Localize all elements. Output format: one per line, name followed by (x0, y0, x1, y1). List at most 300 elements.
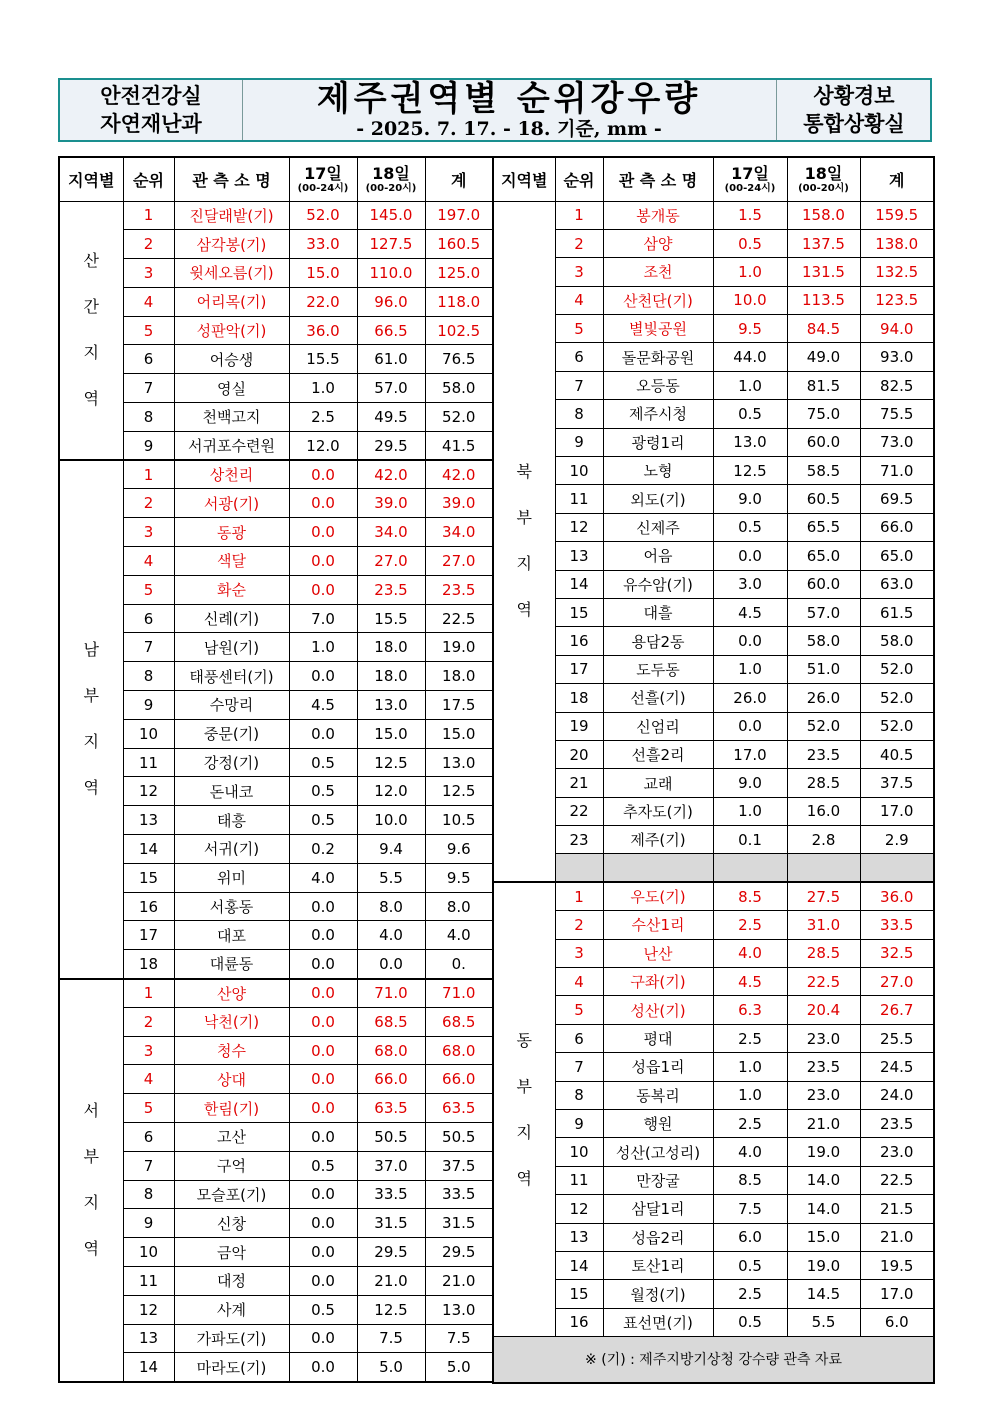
table-row (493, 286, 934, 314)
region-char: 역 (83, 389, 99, 409)
table-row (59, 604, 493, 633)
day2-cell: 27.5 (787, 882, 860, 910)
rank-cell: 1 (123, 460, 174, 489)
day1-cell: 10.0 (713, 286, 787, 314)
day2-cell: 51.0 (787, 655, 860, 683)
rank-cell: 2 (123, 1007, 174, 1036)
rank-cell: 5 (123, 1094, 174, 1123)
day1-cell: 2.5 (713, 1280, 787, 1308)
day2-cell: 12.0 (357, 777, 425, 806)
region-cell (59, 201, 123, 460)
station-cell: 성판악(기) (174, 316, 289, 345)
rank-cell: 5 (555, 996, 603, 1024)
region-char: 산 (83, 251, 99, 271)
station-cell: 서홍동 (174, 892, 289, 921)
rank-cell: 8 (123, 403, 174, 432)
day1-cell: 1.0 (713, 258, 787, 286)
day1-cell: 4.5 (713, 598, 787, 626)
table-row (59, 1324, 493, 1353)
day2-cell: 5.5 (357, 863, 425, 892)
day2-cell: 2.8 (787, 826, 860, 854)
title-block (242, 80, 776, 140)
total-cell: 37.5 (860, 769, 934, 797)
day1-cell: 0.0 (289, 719, 357, 748)
table-row (59, 777, 493, 806)
region-char: 지 (83, 343, 99, 363)
total-cell: 18.0 (425, 662, 493, 691)
rank-cell: 12 (123, 1295, 174, 1324)
day1-cell: 0.0 (289, 921, 357, 950)
day1-cell: 4.0 (289, 863, 357, 892)
station-cell: 선흘(기) (603, 684, 713, 712)
total-cell: 17.0 (860, 1280, 934, 1308)
table-row (59, 1209, 493, 1238)
station-cell: 행원 (603, 1110, 713, 1138)
region-char: 서 (83, 1101, 99, 1121)
region-char: 지 (516, 1122, 532, 1142)
station-cell: 동광 (174, 518, 289, 547)
total-cell: 37.5 (425, 1151, 493, 1180)
rank-cell: 7 (555, 371, 603, 399)
total-cell: 71.0 (860, 457, 934, 485)
day2-cell: 12.5 (357, 748, 425, 777)
total-cell: 160.5 (425, 230, 493, 259)
day2-cell: 12.5 (357, 1295, 425, 1324)
table-row (59, 1353, 493, 1382)
station-cell: 돌문화공원 (603, 343, 713, 371)
col-total: 계 (860, 157, 934, 201)
day1-cell: 2.5 (713, 1110, 787, 1138)
day2-cell: 96.0 (357, 287, 425, 316)
region-cell (59, 460, 123, 978)
day2-cell: 50.5 (357, 1123, 425, 1152)
rank-cell: 16 (555, 627, 603, 655)
station-cell: 대정 (174, 1266, 289, 1295)
blank-cell (555, 854, 603, 882)
day2-cell: 81.5 (787, 371, 860, 399)
total-cell: 9.5 (425, 863, 493, 892)
day1-cell: 0.5 (713, 513, 787, 541)
total-cell: 66.0 (425, 1065, 493, 1094)
table-row (493, 968, 934, 996)
day2-cell: 127.5 (357, 230, 425, 259)
day1-cell: 0.0 (713, 712, 787, 740)
day1-cell: 4.0 (713, 939, 787, 967)
table-row (493, 201, 934, 229)
day2-cell: 37.0 (357, 1151, 425, 1180)
total-cell: 7.5 (425, 1324, 493, 1353)
day2-cell: 57.0 (357, 374, 425, 403)
table-row (493, 598, 934, 626)
total-cell: 25.5 (860, 1024, 934, 1052)
region-cell (493, 201, 555, 882)
rank-cell: 1 (555, 882, 603, 910)
table-row (493, 1223, 934, 1251)
station-cell: 천백고지 (174, 403, 289, 432)
day1-cell: 0.0 (713, 542, 787, 570)
table-row (493, 797, 934, 825)
day2-cell: 23.0 (787, 1081, 860, 1109)
col-day1-sub: (00-24시) (297, 182, 349, 194)
rank-cell: 1 (123, 979, 174, 1008)
station-cell: 용담2동 (603, 627, 713, 655)
day1-cell: 0.0 (289, 1324, 357, 1353)
table-row (493, 485, 934, 513)
day1-cell: 9.0 (713, 769, 787, 797)
day1-cell: 0.5 (289, 1151, 357, 1180)
day1-cell: 22.0 (289, 287, 357, 316)
day2-cell: 131.5 (787, 258, 860, 286)
station-cell: 가파도(기) (174, 1324, 289, 1353)
table-row (59, 719, 493, 748)
total-cell: 27.0 (860, 968, 934, 996)
station-cell: 한림(기) (174, 1094, 289, 1123)
total-cell: 76.5 (425, 345, 493, 374)
page-subtitle: - 2025. 7. 17. - 18. 기준, mm - (356, 118, 662, 140)
day1-cell: 1.0 (713, 797, 787, 825)
day2-cell: 19.0 (787, 1251, 860, 1279)
day2-cell: 20.4 (787, 996, 860, 1024)
station-cell: 돈내코 (174, 777, 289, 806)
day2-cell: 58.0 (787, 627, 860, 655)
station-cell: 상천리 (174, 460, 289, 489)
total-cell: 82.5 (860, 371, 934, 399)
department-line-2: 자연재난과 (100, 112, 202, 136)
station-cell: 사계 (174, 1295, 289, 1324)
rank-cell: 13 (555, 542, 603, 570)
table-row (59, 230, 493, 259)
station-cell: 월정(기) (603, 1280, 713, 1308)
right-rainfall-table (492, 156, 935, 1384)
day2-cell: 110.0 (357, 259, 425, 288)
station-cell: 수망리 (174, 691, 289, 720)
day1-cell: 0.5 (713, 400, 787, 428)
table-row (59, 892, 493, 921)
table-row (59, 575, 493, 604)
station-cell: 서귀(기) (174, 835, 289, 864)
table-row (59, 662, 493, 691)
day1-cell: 0.5 (713, 1251, 787, 1279)
col-region: 지역별 (493, 157, 555, 201)
station-cell: 진달래밭(기) (174, 201, 289, 230)
rank-cell: 9 (123, 431, 174, 460)
day1-cell: 8.5 (713, 1166, 787, 1194)
total-cell: 17.0 (860, 797, 934, 825)
day1-cell: 0.0 (289, 518, 357, 547)
table-row (493, 1308, 934, 1336)
rank-cell: 8 (555, 400, 603, 428)
day2-cell: 23.5 (787, 1053, 860, 1081)
station-cell: 대포 (174, 921, 289, 950)
table-row (493, 258, 934, 286)
rank-cell: 13 (123, 806, 174, 835)
day2-cell: 22.5 (787, 968, 860, 996)
station-cell: 대흘 (603, 598, 713, 626)
col-day1-sub: (00-24시) (724, 182, 776, 194)
rank-cell: 11 (555, 485, 603, 513)
region-char: 간 (83, 297, 99, 317)
rank-cell: 13 (123, 1324, 174, 1353)
rank-cell: 1 (555, 201, 603, 229)
day2-cell: 33.5 (357, 1180, 425, 1209)
station-cell: 영실 (174, 374, 289, 403)
table-row (59, 1094, 493, 1123)
total-cell: 6.0 (860, 1308, 934, 1336)
station-cell: 윗세오름(기) (174, 259, 289, 288)
day1-cell: 4.0 (713, 1138, 787, 1166)
total-cell: 19.5 (860, 1251, 934, 1279)
region-char: 지 (516, 554, 532, 574)
table-row (59, 259, 493, 288)
rank-cell: 4 (555, 968, 603, 996)
day1-cell: 1.5 (713, 201, 787, 229)
total-cell: 61.5 (860, 598, 934, 626)
rank-cell: 6 (123, 1123, 174, 1152)
total-cell: 39.0 (425, 489, 493, 518)
day1-cell: 0.0 (289, 1036, 357, 1065)
table-row (59, 633, 493, 662)
day1-cell: 17.0 (713, 740, 787, 768)
day2-cell: 15.5 (357, 604, 425, 633)
table-row (59, 345, 493, 374)
rank-cell: 3 (555, 258, 603, 286)
rank-cell: 2 (555, 911, 603, 939)
day2-cell: 75.0 (787, 400, 860, 428)
table-row (59, 1036, 493, 1065)
day2-cell: 34.0 (357, 518, 425, 547)
rank-cell: 18 (555, 684, 603, 712)
total-cell: 123.5 (860, 286, 934, 314)
region-char: 지 (83, 1193, 99, 1213)
total-cell: 118.0 (425, 287, 493, 316)
day1-cell: 0.0 (289, 547, 357, 576)
day1-cell: 1.0 (713, 1081, 787, 1109)
col-rank: 순위 (123, 157, 174, 201)
day2-cell: 21.0 (357, 1266, 425, 1295)
rank-cell: 10 (123, 719, 174, 748)
day2-cell: 5.5 (787, 1308, 860, 1336)
region-cell (493, 882, 555, 1336)
rank-cell: 3 (123, 1036, 174, 1065)
rank-cell: 5 (123, 316, 174, 345)
table-row (59, 806, 493, 835)
region-char: 부 (83, 1147, 99, 1167)
total-cell: 23.5 (425, 575, 493, 604)
day2-cell: 57.0 (787, 598, 860, 626)
total-cell: 65.0 (860, 542, 934, 570)
day2-cell: 84.5 (787, 315, 860, 343)
day1-cell: 0.2 (289, 835, 357, 864)
day1-cell: 0.5 (289, 806, 357, 835)
station-cell: 우도(기) (603, 882, 713, 910)
region-char: 지 (83, 732, 99, 752)
rank-cell: 21 (555, 769, 603, 797)
station-cell: 봉개동 (603, 201, 713, 229)
total-cell: 75.5 (860, 400, 934, 428)
table-row (59, 1266, 493, 1295)
station-cell: 산천단(기) (603, 286, 713, 314)
day2-cell: 52.0 (787, 712, 860, 740)
total-cell: 8.0 (425, 892, 493, 921)
station-cell: 마라도(기) (174, 1353, 289, 1382)
page-title: 제주권역별 순위강우량 (316, 79, 702, 119)
station-cell: 산양 (174, 979, 289, 1008)
table-row (59, 863, 493, 892)
col-day2 (357, 157, 425, 201)
day1-cell: 4.5 (289, 691, 357, 720)
total-cell: 27.0 (425, 547, 493, 576)
total-cell: 24.5 (860, 1053, 934, 1081)
day1-cell: 6.3 (713, 996, 787, 1024)
day2-cell: 26.0 (787, 684, 860, 712)
day1-cell: 2.5 (289, 403, 357, 432)
day2-cell: 21.0 (787, 1110, 860, 1138)
day1-cell: 12.5 (713, 457, 787, 485)
department-line-1: 안전건강실 (100, 84, 202, 108)
day1-cell: 0.5 (289, 777, 357, 806)
table-row (59, 547, 493, 576)
col-station: 관 측 소 명 (603, 157, 713, 201)
station-cell: 별빛공원 (603, 315, 713, 343)
region-char: 역 (83, 1239, 99, 1259)
station-cell: 서광(기) (174, 489, 289, 518)
day2-cell: 7.5 (357, 1324, 425, 1353)
station-cell: 대륜동 (174, 950, 289, 979)
station-cell: 태풍센터(기) (174, 662, 289, 691)
day2-cell: 15.0 (357, 719, 425, 748)
station-cell: 상대 (174, 1065, 289, 1094)
col-station: 관 측 소 명 (174, 157, 289, 201)
col-total: 계 (425, 157, 493, 201)
day2-cell: 145.0 (357, 201, 425, 230)
day1-cell: 0.0 (289, 1238, 357, 1267)
total-cell: 32.5 (860, 939, 934, 967)
table-row (59, 691, 493, 720)
rank-cell: 8 (123, 1180, 174, 1209)
day2-cell: 18.0 (357, 633, 425, 662)
day1-cell: 3.0 (713, 570, 787, 598)
total-cell: 63.0 (860, 570, 934, 598)
rank-cell: 14 (555, 1251, 603, 1279)
office-label (776, 80, 931, 140)
station-cell: 동복리 (603, 1081, 713, 1109)
day2-cell: 9.4 (357, 835, 425, 864)
day2-cell: 0.0 (357, 950, 425, 979)
day2-cell: 61.0 (357, 345, 425, 374)
total-cell: 21.0 (425, 1266, 493, 1295)
day2-cell: 29.5 (357, 1238, 425, 1267)
day1-cell: 33.0 (289, 230, 357, 259)
rank-cell: 9 (555, 1110, 603, 1138)
blank-cell (603, 854, 713, 882)
day2-cell: 49.0 (787, 343, 860, 371)
total-cell: 42.0 (425, 460, 493, 489)
rank-cell: 4 (123, 287, 174, 316)
table-row (493, 1024, 934, 1052)
rank-cell: 4 (123, 1065, 174, 1094)
table-row (493, 457, 934, 485)
day2-cell: 14.5 (787, 1280, 860, 1308)
day1-cell: 44.0 (713, 343, 787, 371)
total-cell: 52.0 (860, 655, 934, 683)
total-cell: 19.0 (425, 633, 493, 662)
day1-cell: 0.5 (713, 229, 787, 257)
table-row (59, 431, 493, 460)
day2-cell: 42.0 (357, 460, 425, 489)
table-row (59, 201, 493, 230)
day2-cell: 27.0 (357, 547, 425, 576)
rank-cell: 10 (555, 1138, 603, 1166)
day2-cell: 23.5 (357, 575, 425, 604)
total-cell: 13.0 (425, 748, 493, 777)
day2-cell: 4.0 (357, 921, 425, 950)
rank-cell: 19 (555, 712, 603, 740)
day1-cell: 0.0 (289, 1266, 357, 1295)
station-cell: 만장굴 (603, 1166, 713, 1194)
rank-cell: 3 (123, 259, 174, 288)
station-cell: 태흥 (174, 806, 289, 835)
station-cell: 삼각봉(기) (174, 230, 289, 259)
station-cell: 노형 (603, 457, 713, 485)
total-cell: 138.0 (860, 229, 934, 257)
day1-cell: 1.0 (289, 374, 357, 403)
day1-cell: 12.0 (289, 431, 357, 460)
rank-cell: 9 (123, 1209, 174, 1238)
table-row (493, 1280, 934, 1308)
table-row (59, 1151, 493, 1180)
station-cell: 고산 (174, 1123, 289, 1152)
rank-cell: 6 (123, 345, 174, 374)
total-cell: 68.0 (425, 1036, 493, 1065)
day2-cell: 66.5 (357, 316, 425, 345)
table-row (59, 921, 493, 950)
station-cell: 수산1리 (603, 911, 713, 939)
station-cell: 난산 (603, 939, 713, 967)
day2-cell: 15.0 (787, 1223, 860, 1251)
station-cell: 성읍1리 (603, 1053, 713, 1081)
rank-cell: 3 (123, 518, 174, 547)
day1-cell: 8.5 (713, 882, 787, 910)
col-day2-sub: (00-20시) (365, 182, 417, 194)
day2-cell: 68.0 (357, 1036, 425, 1065)
day1-cell: 36.0 (289, 316, 357, 345)
rank-cell: 3 (555, 939, 603, 967)
station-cell: 유수암(기) (603, 570, 713, 598)
rank-cell: 2 (123, 230, 174, 259)
day2-cell: 158.0 (787, 201, 860, 229)
rank-cell: 2 (555, 229, 603, 257)
rank-cell: 4 (123, 547, 174, 576)
col-day2-label: 18일 (372, 163, 410, 183)
col-day2-label: 18일 (804, 163, 843, 183)
table-row (493, 882, 934, 910)
day2-cell: 49.5 (357, 403, 425, 432)
note-row (493, 1337, 934, 1383)
rank-cell: 14 (123, 1353, 174, 1382)
day2-cell: 65.5 (787, 513, 860, 541)
table-row (493, 570, 934, 598)
station-cell: 오등동 (603, 371, 713, 399)
station-cell: 색달 (174, 547, 289, 576)
rank-cell: 9 (555, 428, 603, 456)
total-cell: 159.5 (860, 201, 934, 229)
station-cell: 청수 (174, 1036, 289, 1065)
table-row (493, 939, 934, 967)
day1-cell: 0.0 (289, 489, 357, 518)
day1-cell: 0.0 (289, 1353, 357, 1382)
total-cell: 21.5 (860, 1195, 934, 1223)
rank-cell: 9 (123, 691, 174, 720)
